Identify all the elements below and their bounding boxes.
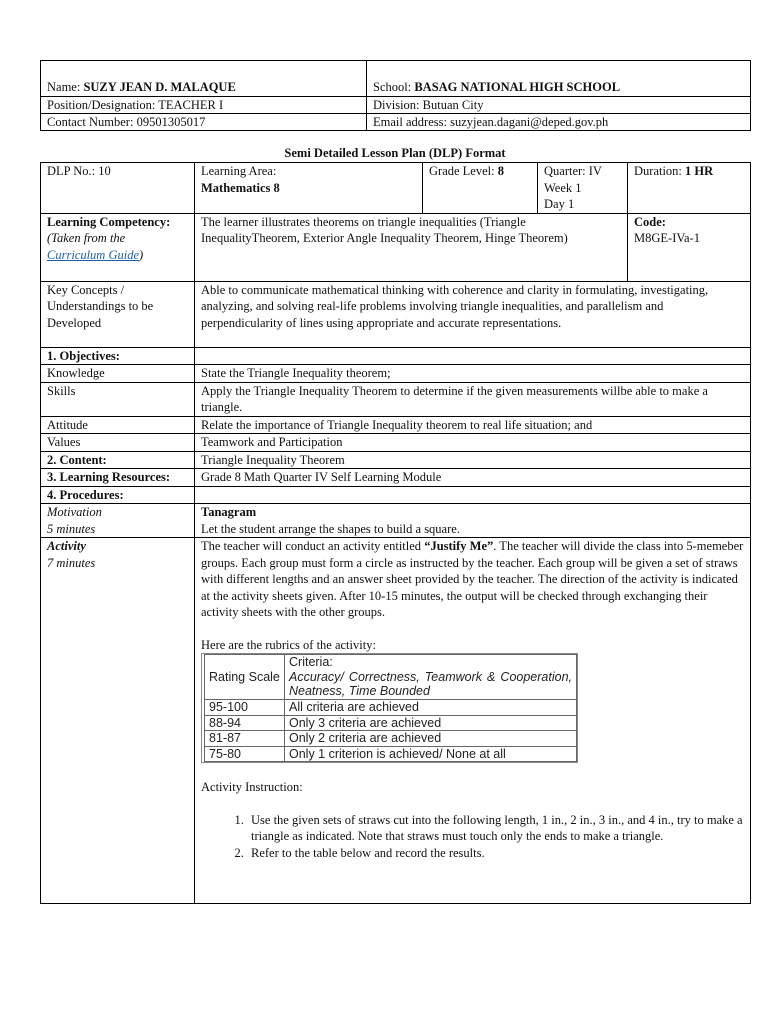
school-cell: School: BASAG NATIONAL HIGH SCHOOL [367,61,751,97]
attitude-row [41,416,751,434]
activity-label-cell: Activity 7 minutes [41,538,195,904]
values-row [41,434,751,452]
code-cell: Code: M8GE-IVa-1 [628,213,751,281]
procedures-heading: 4. Procedures: [41,486,195,504]
rubric-row: 81-87 Only 2 criteria are achieved [205,731,577,747]
learning-area-cell: Learning Area: Mathematics 8 [195,163,423,214]
rubrics-intro: Here are the rubrics of the activity: [201,637,376,652]
teacher-info-table [40,60,751,131]
rubric-table-wrap [201,653,578,763]
skills-label: Skills [41,382,195,416]
division-cell: Division: Butuan City [367,97,751,114]
activity-instruction-label: Activity Instruction: [201,780,303,794]
name-cell: Name: SUZY JEAN D. MALAQUE [41,61,367,97]
key-concepts-row [41,281,751,347]
knowledge-row [41,365,751,383]
email-cell: Email address: suzyjean.dagani@deped.gov.ph [367,114,751,131]
resources-row [41,469,751,487]
motivation-title: Tanagram [201,505,257,519]
duration-cell: Duration: 1 HR [628,163,751,214]
lesson-plan-table [40,162,751,904]
resources-label: 3. Learning Resources: [41,469,195,487]
content-row [41,451,751,469]
motivation-label-cell: Motivation 5 minutes [41,504,195,538]
knowledge-text: State the Triangle Inequality theorem; [195,365,751,383]
rubric-header-scale: Rating Scale [205,655,285,700]
motivation-row [41,504,751,538]
contact-cell: Contact Number: 09501305017 [41,114,367,131]
competency-text: The learner illustrates theorems on triangle inequalities (Triangle InequalityTheorem, Exterior Angle Inequality Theorem, Hinge Theorem) [195,213,628,281]
rubric-header-criteria: Criteria: Accuracy/ Correctness, Teamwork & Cooperation, Neatness, Time Bounded [285,655,577,700]
objectives-heading-row [41,347,751,365]
competency-label-cell: Learning Competency: (Taken from the Curriculum Guide) [41,213,195,281]
skills-text: Apply the Triangle Inequality Theorem to determine if the given measurements willbe able to make a triangle. [195,382,751,416]
values-text: Teamwork and Participation [195,434,751,452]
competency-row [41,213,751,281]
school-name: BASAG NATIONAL HIGH SCHOOL [414,80,621,94]
content-text: Triangle Inequality Theorem [195,451,751,469]
list-item: 2. Refer to the table below and record the results. [247,845,744,862]
activity-title: “Justify Me” [424,539,494,553]
dlp-number: DLP No.: 10 [41,163,195,214]
grade-level-cell: Grade Level: 8 [423,163,538,214]
values-label: Values [41,434,195,452]
dlp-row [41,163,751,214]
list-item: 1. Use the given sets of straws cut into the following length, 1 in., 2 in., 3 in., and 4 in., try to make a triangle as indicated. Note that straws must touch only the ends to make a triangle. [247,812,744,845]
quarter-cell: Quarter: IV Week 1 Day 1 [538,163,628,214]
teacher-name: SUZY JEAN D. MALAQUE [83,80,236,94]
motivation-text: Let the student arrange the shapes to build a square. [201,521,460,536]
key-concepts-text: Able to communicate mathematical thinking with coherence and clarity in formulating, investigating, analyzing, and solving real-life problems involving triangle inequalities, and parallelism and perpendicularity of lines using appropriate and accurate representations. [195,281,751,347]
resources-text: Grade 8 Math Quarter IV Self Learning Module [195,469,751,487]
activity-description: The teacher will conduct an activity entitled “Justify Me”. The teacher will divide the class into 5-memeber groups. Each group must form a circle as instructed by the teacher. Each group will be given a set of straws with different lengths and an answer sheet provided by the teacher. The direction of the activity is indicated at the activity sheets given. After 10-15 minutes, the output will be checked through exchanging their activity sheets with the other groups. [201,539,744,619]
instruction-list [201,812,744,862]
rubric-row: 95-100 All criteria are achieved [205,700,577,716]
key-concepts-label: Key Concepts / Understandings to be Developed [41,281,195,347]
attitude-text: Relate the importance of Triangle Inequality theorem to real life situation; and [195,416,751,434]
attitude-label: Attitude [41,416,195,434]
content-label: 2. Content: [41,451,195,469]
knowledge-label: Knowledge [41,365,195,383]
position-cell: Position/Designation: TEACHER I [41,97,367,114]
curriculum-guide-link[interactable]: Curriculum Guide [47,247,140,262]
activity-cell [195,538,751,904]
rubric-row: 75-80 Only 1 criterion is achieved/ None at all [205,746,577,762]
plan-title: Semi Detailed Lesson Plan (DLP) Format [284,146,506,160]
objectives-heading: 1. Objectives: [41,347,195,365]
motivation-cell [195,504,751,538]
skills-row [41,382,751,416]
learning-area-value: Mathematics 8 [201,180,280,195]
activity-row [41,538,751,904]
rubric-row: 88-94 Only 3 criteria are achieved [205,715,577,731]
procedures-heading-row [41,486,751,504]
rubric-table [204,654,577,762]
